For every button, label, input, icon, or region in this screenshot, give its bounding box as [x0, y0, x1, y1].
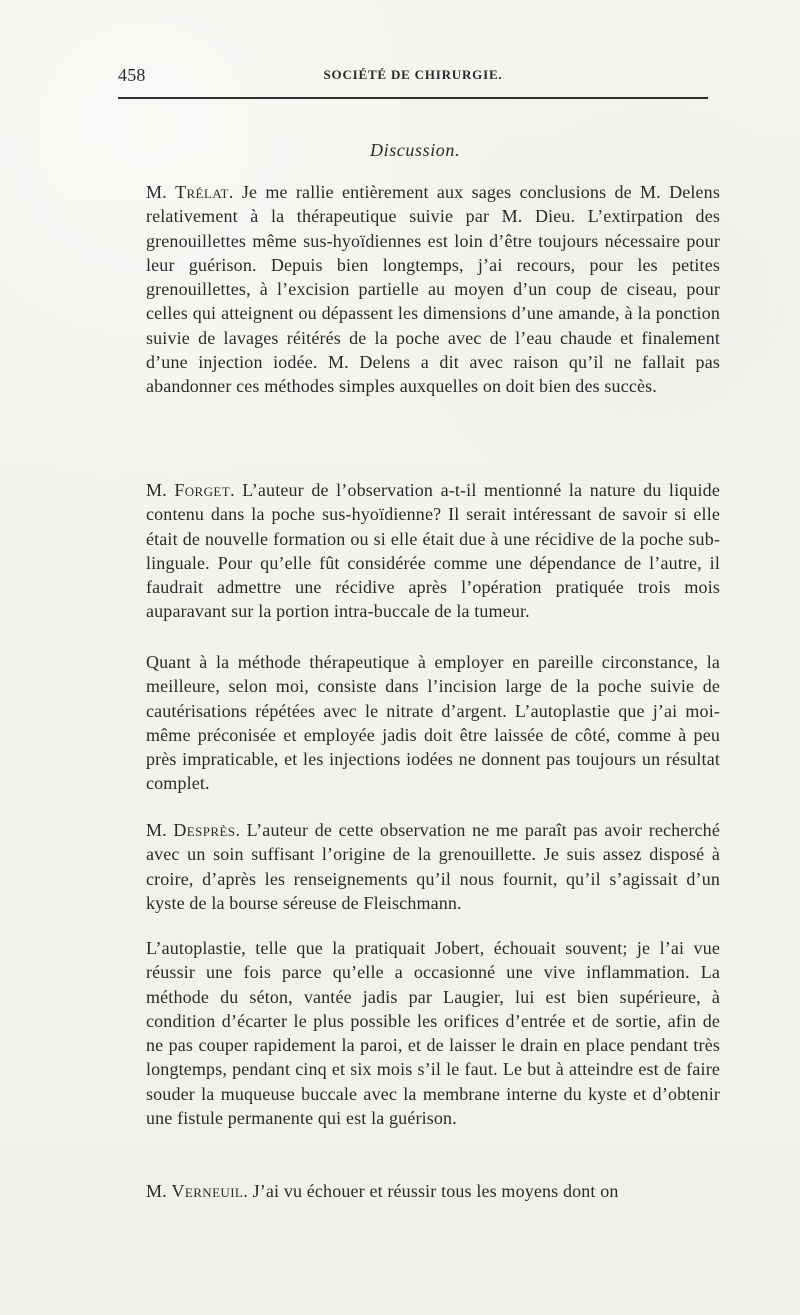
paragraph-forget-continuation [146, 650, 720, 800]
speaker-name: Desprès [173, 820, 236, 840]
paragraph-verneuil [146, 1179, 720, 1207]
running-head: SOCIÉTÉ DE CHIRURGIE. [323, 67, 503, 82]
speaker-prefix: M. [146, 820, 174, 840]
paragraph-text: Je me rallie entièrement aux sages conclusions de M. Delens relativement à la thérapeutique suivie par M. Dieu. L’extirpation des grenouillettes même sus-hyoïdiennes est loin d’être toujours nécessaire pour leur guérison. Depuis bien longtemps, j’ai recours, pour les petites grenouillettes, à l’excision partielle au moyen d’un coup de ciseau, pour celles qui atteignent ou dépassent les dimensions d’une amande, à la ponction suivie de lavages réitérés de la poche avec de l’eau chaude et finalement d’une injection iodée. M. Delens a dit avec raison qu’il ne fallait pas abandonner ces méthodes simples auxquelles on doit bien des succès. [146, 182, 720, 397]
paragraph-text: J’ai vu échouer et réussir tous les moyens dont on [252, 1181, 619, 1201]
paragraph-text: Quant à la méthode thérapeutique à employer en pareille circonstance, la meilleure, selon moi, consiste dans l’incision large de la poche suivie de cautérisations répétées avec le nitrate d’argent. L’autoplastie que j’ai moi-même préconisée et employée jadis doit être laissée de côté, comme à peu près impraticable, et les injections iodées ne donnent pas toujours un résultat complet. [146, 652, 720, 794]
section-title: Discussion. [370, 140, 461, 160]
speaker-name: Forget [174, 480, 231, 500]
paragraph-text: L’auteur de l’observation a-t-il mentionné la nature du liquide contenu dans la poche sus-hyoïdienne? Il serait intéressant de savoir si elle était de nouvelle formation ou si elle était due à une récidive de la poche sub-linguale. Pour qu’elle fût considérée comme une dépendance de l’autre, il faudrait admettre une récidive après l’opération pratiquée trois mois auparavant sur la portion intra-buccale de la tumeur. [146, 480, 720, 622]
speaker-suffix: . [235, 820, 247, 840]
speaker-prefix: M. [146, 480, 175, 500]
paragraph-despres [146, 818, 720, 928]
paragraph-text: L’auteur de cette observation ne me paraît pas avoir recherché avec un soin suffisant l’origine de la grenouillette. Je suis assez disposé à croire, d’après les renseignements qu’il nous fournit, qu’il s’agissait d’un kyste de la bourse séreuse de Fleischmann. [146, 820, 720, 913]
speaker-suffix: . [230, 480, 243, 500]
paragraph-forget [146, 478, 720, 651]
header-rule [118, 97, 708, 99]
speaker-suffix: . [243, 1181, 253, 1201]
page-header [118, 65, 708, 89]
speaker-name: Trélat [175, 182, 229, 202]
speaker-suffix: . [228, 182, 242, 202]
speaker-name: Verneuil [171, 1181, 244, 1201]
paragraph-text: L’autoplastie, telle que la pratiquait Jobert, échouait souvent; je l’ai vue réussir une fois parce qu’elle a occasionné une vive inflammation. La méthode du séton, vantée jadis par Laugier, lui est bien supérieure, à condition d’écarter le plus possible les orifices d’entrée et de sortie, afin de ne pas couper rapidement la paroi, et de laisser le drain en place pendant très longtemps, pendant cinq et six mois s’il le faut. Le but à atteindre est de faire souder la muqueuse buccale avec la membrane interne du kyste et d’obtenir une fistule permanente qui est la guérison. [146, 938, 720, 1129]
speaker-prefix: M. [146, 1181, 172, 1201]
paragraph-trelat [146, 180, 720, 451]
speaker-prefix: M. [146, 182, 176, 202]
page-number: 458 [118, 65, 146, 85]
paragraph-despres-continuation [146, 936, 720, 1156]
